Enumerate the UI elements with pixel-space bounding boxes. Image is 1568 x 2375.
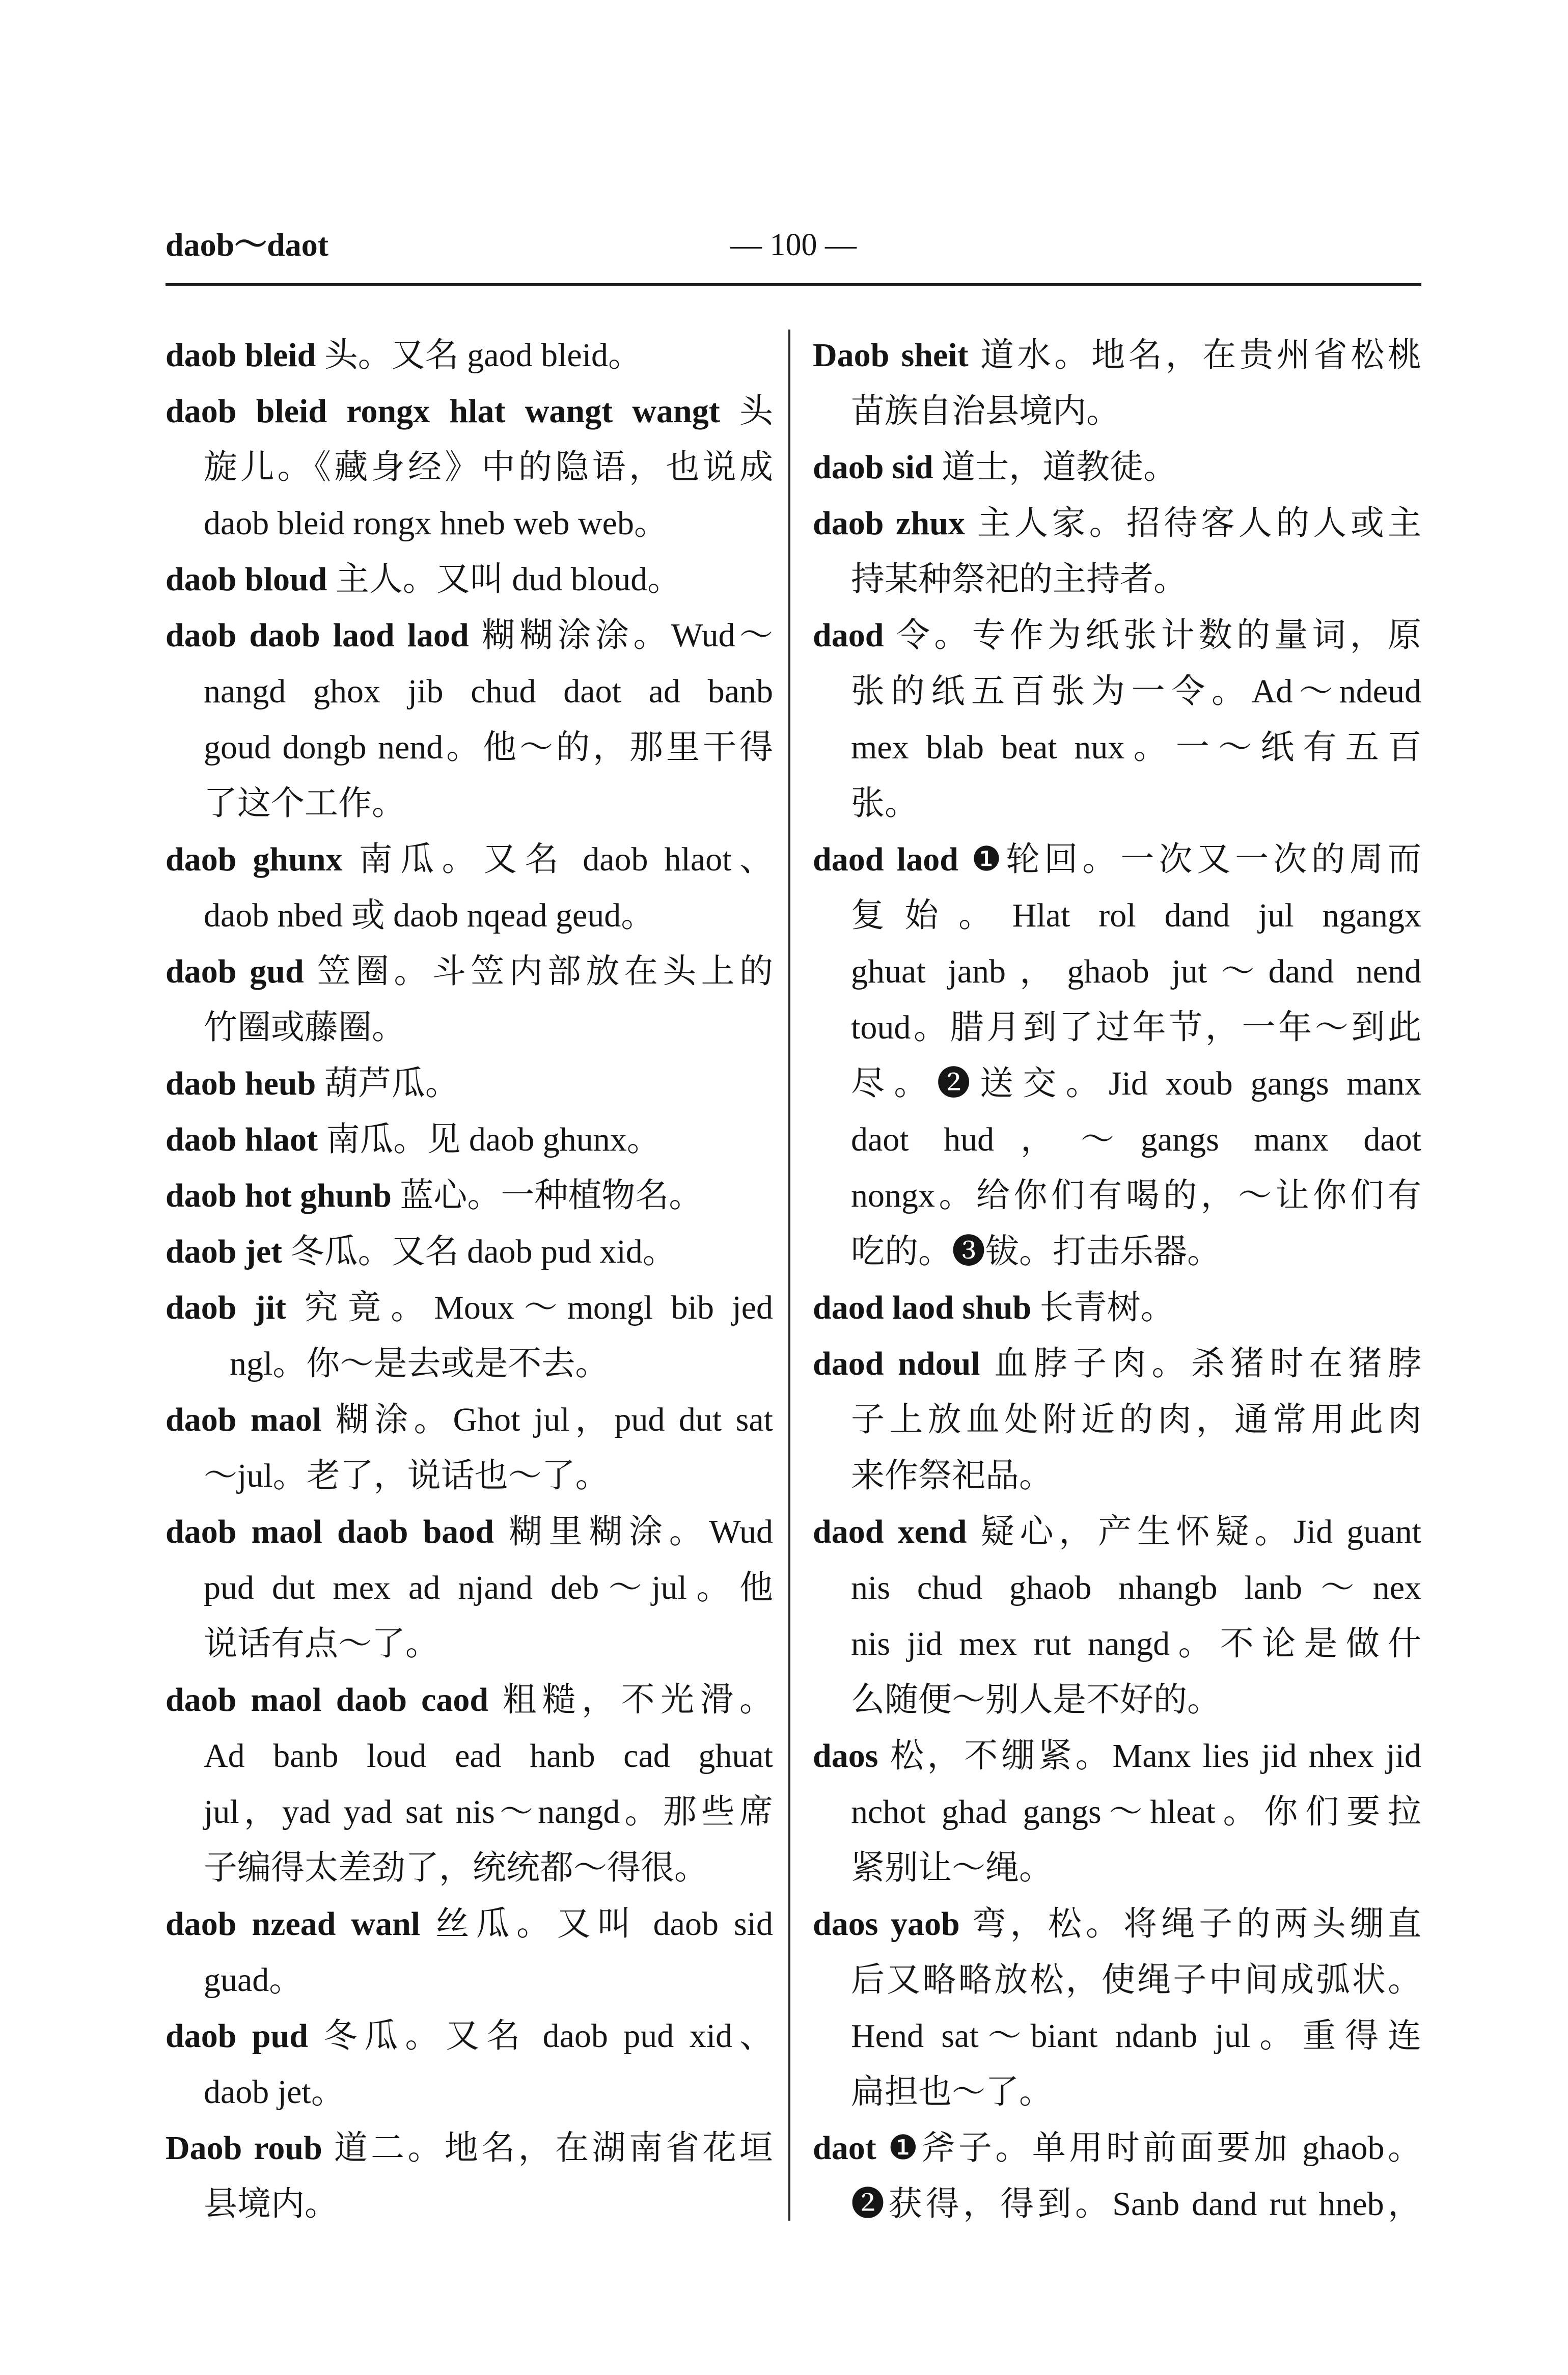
entry-first-line [166, 1280, 773, 1336]
headword: daob nzead wanl [166, 1905, 421, 1943]
entry-first-line [813, 496, 1421, 552]
definition-line: ngl。你～是去或是不去。 [230, 1345, 609, 1382]
entry-first-line [813, 2120, 1421, 2176]
definition-line: 子编得太差劲了，统统都～得很。 [204, 1849, 708, 1887]
definition-line: 说话有点～了。 [204, 1625, 439, 1662]
definition-line: jul，yad yad sat nis～nangd。那些席 [204, 1793, 773, 1831]
page-header [166, 224, 1421, 266]
dictionary-entry [166, 1392, 773, 1504]
definition-text: 糊涂。Ghot jul，pud dut sat [335, 1401, 774, 1438]
definition-line: Hend sat～biant ndanb jul。重得连 [851, 2017, 1421, 2055]
definition-line: Ad banb loud ead hanb cad ghuat [204, 1737, 773, 1775]
definition-line: 竹圈或藤圈。 [204, 1009, 405, 1046]
definition-line: ❷获得，得到。Sanb dand rut hneb， [851, 2186, 1421, 2223]
definition-line: 子上放血处附近的肉，通常用此肉 [851, 1401, 1421, 1438]
definition-text: ❶斧子。单用时前面要加 ghaob。 [888, 2130, 1422, 2167]
definition-text: 头。又名 gaod bleid。 [324, 337, 642, 374]
left-column [166, 327, 773, 2232]
dictionary-entry [166, 1896, 773, 2008]
dictionary-entry [166, 552, 773, 608]
definition-text: 蓝心。一种植物名。 [400, 1177, 703, 1214]
definition-line: daob bleid rongx hneb web web。 [204, 505, 668, 542]
headword: daod [813, 617, 884, 654]
entry-first-line [166, 384, 773, 440]
definition-text: 道水。地名，在贵州省松桃 [980, 337, 1422, 374]
definition-text: 南瓜。见 daob ghunx。 [326, 1121, 661, 1158]
headword: daod laod [813, 841, 958, 878]
entry-first-line [166, 327, 773, 384]
definition-text: 主人。又叫 dud bloud。 [335, 561, 681, 598]
headword: daob gud [166, 953, 304, 990]
entry-first-line [166, 1392, 773, 1448]
headword: daob bleid [166, 337, 316, 374]
headword: Daob sheit [813, 337, 969, 374]
dictionary-entry [166, 1224, 773, 1280]
definition-line: 么随便～别人是不好的。 [851, 1681, 1221, 1718]
entry-first-line [813, 1896, 1421, 1952]
definition-text: 糊糊涂涂。Wud～ [481, 617, 774, 654]
entry-first-line [166, 1896, 773, 1952]
definition-line: 吃的。❸钹。打击乐器。 [851, 1233, 1221, 1270]
definition-line: 了这个工作。 [204, 785, 405, 822]
headword: daob bleid rongx hlat wangt wangt [166, 393, 720, 430]
definition-line: 苗族自治县境内。 [851, 393, 1120, 430]
dictionary-entry [813, 1280, 1421, 1336]
definition-text: 疑心，产生怀疑。Jid guant [980, 1513, 1422, 1550]
entry-first-line [166, 1504, 773, 1560]
headword: daod xend [813, 1513, 967, 1550]
dictionary-entry [166, 832, 773, 944]
headword: daob heub [166, 1065, 316, 1102]
entry-first-line [166, 832, 773, 888]
definition-line: goud dongb nend。他～的，那里干得 [204, 729, 773, 766]
dictionary-entry [166, 2008, 773, 2120]
headword: daob pud [166, 2017, 308, 2055]
definition-line: daob jet。 [204, 2073, 345, 2111]
entry-first-line [813, 440, 1421, 496]
definition-line: nangd ghox jib chud daot ad banb [204, 673, 773, 710]
definition-text: 粗糙，不光滑。 [503, 1681, 774, 1718]
dictionary-entry [166, 608, 773, 832]
definition-line: 后又略略放松，使绳子中间成弧状。 [851, 1961, 1421, 1999]
dictionary-entry [813, 1896, 1421, 2120]
header-entry-range: daob～daot [166, 227, 329, 263]
definition-text: 血脖子肉。杀猪时在猪脖 [994, 1345, 1422, 1382]
dictionary-entry [813, 496, 1421, 608]
dictionary-entry [813, 327, 1421, 440]
entry-first-line [166, 608, 773, 664]
headword: daob maol daob baod [166, 1513, 494, 1550]
dictionary-entry [166, 1672, 773, 1896]
entry-first-line [166, 552, 773, 608]
headword: daob sid [813, 449, 933, 486]
definition-text: 长青树。 [1039, 1289, 1174, 1326]
headword: daob hot ghunb [166, 1177, 392, 1214]
dictionary-entry [166, 1056, 773, 1112]
definition-text: 南瓜。又名 daob hlaot、 [359, 841, 774, 878]
definition-text: ❶轮回。一次又一次的周而 [971, 841, 1421, 878]
header-rule [166, 283, 1421, 286]
entry-first-line [166, 1056, 773, 1112]
entry-first-line [813, 832, 1421, 888]
headword: daob ghunx [166, 841, 343, 878]
definition-line: 县境内。 [204, 2186, 338, 2223]
dictionary-entry [166, 2120, 773, 2232]
column-divider [788, 330, 790, 2221]
definition-line: nis jid mex rut nangd。不论是做什 [851, 1625, 1421, 1662]
definition-text: 道二。地名，在湖南省花垣 [334, 2130, 774, 2167]
definition-line: guad。 [204, 1961, 303, 1999]
dictionary-entry [166, 1112, 773, 1168]
entry-first-line [166, 1224, 773, 1280]
dictionary-entry [166, 327, 773, 384]
headword: daob hlaot [166, 1121, 318, 1158]
definition-line: 张。 [851, 785, 918, 822]
entry-first-line [166, 1672, 773, 1728]
definition-line: nongx。给你们有喝的，～让你们有 [851, 1177, 1421, 1214]
definition-line: 扁担也～了。 [851, 2073, 1053, 2111]
entry-first-line [166, 944, 773, 1000]
entry-first-line [813, 1280, 1421, 1336]
definition-text: 葫芦瓜。 [324, 1065, 459, 1102]
definition-line: 尽。❷送交。Jid xoub gangs manx [851, 1065, 1421, 1102]
definition-text: 主人家。招待客人的人或主 [977, 505, 1422, 542]
right-column [813, 327, 1421, 2232]
headword: daob bloud [166, 561, 327, 598]
definition-line: 持某种祭祀的主持者。 [851, 561, 1187, 598]
definition-text: 丝瓜。又叫 daob sid [435, 1905, 774, 1943]
headword: daos yaob [813, 1905, 960, 1943]
entry-first-line [813, 327, 1421, 384]
entry-first-line [166, 2008, 773, 2064]
dictionary-entry [166, 384, 773, 552]
definition-line: ghuat janb，ghaob jut～dand nend [851, 953, 1421, 990]
definition-line: 旋儿。《藏身经》中的隐语，也说成 [204, 449, 773, 486]
headword: daob jit [166, 1289, 287, 1326]
headword: daob maol daob caod [166, 1681, 489, 1718]
definition-text: 令。专作为纸张计数的量词，原 [896, 617, 1422, 654]
definition-text: 松，不绷紧。Manx lies jid nhex jid [890, 1737, 1422, 1775]
definition-line: mex blab beat nux。一～纸有五百 [851, 729, 1421, 766]
definition-text: 糊里糊涂。Wud [509, 1513, 774, 1550]
definition-line: nchot ghad gangs～hleat。你们要拉 [851, 1793, 1421, 1831]
entry-first-line [166, 1168, 773, 1224]
page-number: — 100 — [730, 228, 857, 262]
definition-line: daot hud，～gangs manx daot [851, 1121, 1421, 1158]
definition-text: 究竟。Moux～mongl bib jed [304, 1289, 773, 1326]
definition-line: pud dut mex ad njand deb～jul。他 [204, 1569, 773, 1606]
entry-first-line [166, 2120, 773, 2176]
dictionary-entry [166, 1504, 773, 1672]
headword: daod laod shub [813, 1289, 1032, 1326]
definition-line: daob nbed 或 daob nqead geud。 [204, 897, 655, 934]
dictionary-entry [813, 832, 1421, 1280]
entry-first-line [813, 608, 1421, 664]
definition-line: 张的纸五百张为一令。Ad～ndeud [851, 673, 1421, 710]
entry-first-line [813, 1336, 1421, 1392]
definition-line: toud。腊月到了过年节，一年～到此 [851, 1009, 1421, 1046]
definition-text: 冬瓜。又名 daob pud xid。 [290, 1233, 676, 1270]
headword: daob maol [166, 1401, 322, 1438]
headword: Daob roub [166, 2130, 322, 2167]
headword: daos [813, 1737, 878, 1775]
definition-line: 来作祭祀品。 [851, 1457, 1053, 1494]
dictionary-entry [813, 2120, 1421, 2232]
dictionary-entry [813, 1336, 1421, 1504]
definition-text: 笠圈。斗笠内部放在头上的 [317, 953, 774, 990]
dictionary-entry [166, 1168, 773, 1224]
entry-first-line [166, 1112, 773, 1168]
definition-line: 复始。Hlat rol dand jul ngangx [851, 897, 1421, 934]
definition-text: 头 [739, 393, 773, 430]
dictionary-entry [813, 608, 1421, 832]
dictionary-entry [813, 1504, 1421, 1728]
entry-first-line [813, 1728, 1421, 1784]
definition-line: ～jul。老了，说话也～了。 [204, 1457, 609, 1494]
definition-text: 道士，道教徒。 [942, 449, 1177, 486]
definition-text: 冬瓜。又名 daob pud xid、 [323, 2017, 774, 2055]
definition-line: 紧别让～绳。 [851, 1849, 1053, 1887]
headword: daot [813, 2130, 876, 2167]
dictionary-entry [166, 944, 773, 1056]
dictionary-entry [166, 1280, 773, 1392]
definition-line: nis chud ghaob nhangb lanb～nex [851, 1569, 1421, 1606]
headword: daob zhux [813, 505, 965, 542]
headword: daod ndoul [813, 1345, 980, 1382]
dictionary-entry [813, 440, 1421, 496]
definition-text: 弯，松。将绳子的两头绷直 [972, 1905, 1422, 1943]
headword: daob jet [166, 1233, 283, 1270]
entry-first-line [813, 1504, 1421, 1560]
dictionary-entry [813, 1728, 1421, 1896]
headword: daob daob laod laod [166, 617, 469, 654]
